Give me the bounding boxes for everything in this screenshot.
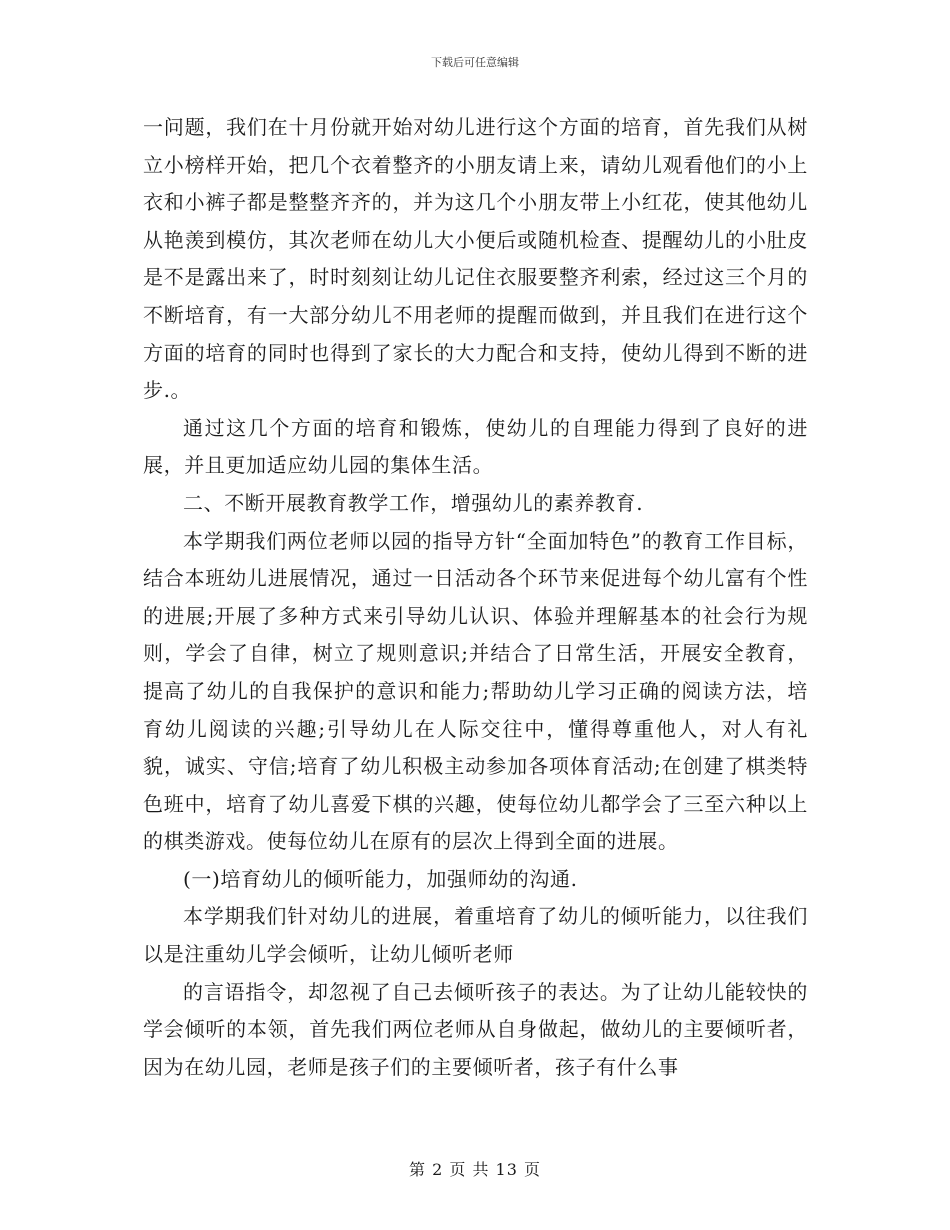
- paragraph-1: 一问题，我们在十月份就开始对幼儿进行这个方面的培育，首先我们从树立小榜样开始，把几个衣着整齐的小朋友请上来，请幼儿观看他们的小上衣和小裤子都是整整齐齐的，并为这几个小朋友带上小红花，使其他幼儿从艳羡到模仿，其次老师在幼儿大小便后或随机检查、提醒幼儿的小肚皮是不是露出来了，时时刻刻让幼儿记住衣服要整齐利索，经过这三个月的不断培育，有一大部分幼儿不用老师的提醒而做到，并且我们在进行这个方面的培育的同时也得到了家长的大力配合和支持，使幼儿得到不断的进步.。: [143, 115, 808, 403]
- paragraph-3: 本学期我们两位老师以园的指导方针“全面加特色”的教育工作目标，结合本班幼儿进展情况，通过一日活动各个环节来促进每个幼儿富有个性的进展;开展了多种方式来引导幼儿认识、体验并理解基本的社会行为规则，学会了自律，树立了规则意识;并结合了日常生活，开展安全教育，提高了幼儿的自我保护的意识和能力;帮助幼儿学习正确的阅读方法，培育幼儿阅读的兴趣;引导幼儿在人际交往中，懂得尊重他人，对人有礼貌，诚实、守信;培育了幼儿积极主动参加各项体育活动;在创建了棋类特色班中，培育了幼儿喜爱下棋的兴趣，使每位幼儿都学会了三至六种以上的棋类游戏。使每位幼儿在原有的层次上得到全面的进展。: [143, 528, 808, 854]
- document-body: [143, 109, 808, 1086]
- section-heading-2: 二、不断开展教育教学工作，增强幼儿的素养教育.: [183, 490, 644, 515]
- paragraph-4: 本学期我们针对幼儿的进展，着重培育了幼儿的倾听能力，以往我们以是注重幼儿学会倾听，让幼儿倾听老师: [143, 904, 808, 967]
- paragraph-5: 的言语指令，却忽视了自己去倾听孩子的表达。为了让幼儿能较快的学会倾听的本领，首先我们两位老师从自身做起，做幼儿的主要倾听者，因为在幼儿园，老师是孩子们的主要倾听者，孩子有什么事: [143, 979, 808, 1079]
- subsection-heading-1: (一)培育幼儿的倾听能力，加强师幼的沟通.: [183, 866, 578, 891]
- page-header: 下载后可任意编辑: [431, 56, 519, 69]
- paragraph-2: 通过这几个方面的培育和锻炼，使幼儿的自理能力得到了良好的进展，并且更加适应幼儿园的集体生活。: [143, 415, 808, 478]
- page-footer: 第 2 页 共 13 页: [409, 1160, 541, 1179]
